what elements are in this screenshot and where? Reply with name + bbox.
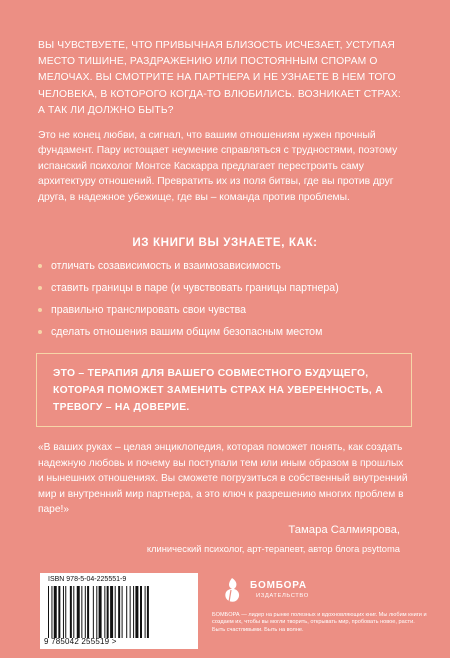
bullet-icon [38,330,42,334]
bullet-icon [38,286,42,290]
body-paragraph: Это не конец любви, а сигнал, что вашим отношениям нужен прочный фундамент. Пару истощает неумение справляться с трудностями, поэтому испанский психолог Монтсе Каскарра предлагает перестроить саму архитектуру отношений. Превратить их из поля битвы, где вы против друг друга, в надежное убежище, где вы – команда против проблемы. [38,130,398,203]
review-quote: «В ваших руках – целая энциклопедия, которая поможет понять, как создать надежную любовь и почему вы поступали тем или иным образом в прошлых и нынешних отношениях. Вы сможете погрузиться в собственный внутренний мир и внутренний мир партнера, а это ключ к разрешению многих проблем в паре!» [38,442,408,516]
publisher-description: БОМБОРА — лидер на рынке полезных и вдохновляющих книг. Мы любим книги и создаем их, чтобы вы могли творить, открывать мир, пробовать новое, расти. Быть счастливыми. Быть на волне. [212,612,427,633]
bombora-logo-icon [218,575,248,605]
list-item-text: ставить границы в паре (и чувствовать границы партнера) [51,282,339,294]
quote-author-role: клинический психолог, арт-терапевт, автор блога psyttoma [146,543,400,554]
list-item-text: отличать созависимость и взаимозависимость [51,260,281,272]
barcode-bars [48,586,194,638]
learn-heading: ИЗ КНИГИ ВЫ УЗНАЕТЕ, КАК: [132,236,318,249]
list-item-text: сделать отношения вашим общим безопасным местом [51,326,323,338]
barcode [40,573,198,649]
isbn-text: ISBN 978-5-04-225551-9 [48,576,127,583]
publisher-name: БОМБОРА [250,580,307,591]
list-item [38,302,418,324]
bullet-icon [38,308,42,312]
highlight-box [36,353,412,427]
list-item-text: правильно транслировать свои чувства [51,304,247,316]
bullet-icon [38,264,42,268]
benefits-list [38,258,418,346]
list-item [38,258,418,280]
list-item [38,324,418,346]
publisher-subtitle: ИЗДАТЕЛЬСТВО [256,593,309,599]
lead-paragraph: ВЫ ЧУВСТВУЕТЕ, ЧТО ПРИВЫЧНАЯ БЛИЗОСТЬ ИСЧЕЗАЕТ, УСТУПАЯ МЕСТО ТИШИНЕ, РАЗДРАЖЕНИЮ ИЛИ ПОСТОЯННЫМ СПОРАМ О МЕЛОЧАХ. ВЫ СМОТРИТЕ НА ПАРТНЕРА И НЕ УЗНАЕТЕ В НЕМ ТОГО ЧЕЛОВЕКА, В КОТОРОГО КОГДА-ТО ВЛЮБИЛИСЬ. ВОЗНИКАЕТ СТРАХ: А ТАК ЛИ ДОЛЖНО БЫТЬ? [38,40,401,116]
quote-author: Тамара Салмиярова, [288,524,400,536]
barcode-digits: 9 785042 255519 > [44,637,117,646]
list-item [38,280,418,302]
highlight-text: ЭТО – ТЕРАПИЯ ДЛЯ ВАШЕГО СОВМЕСТНОГО БУДУЩЕГО, КОТОРАЯ ПОМОЖЕТ ЗАМЕНИТЬ СТРАХ НА УВЕРЕННОСТЬ, А ТРЕВОГУ – НА ДОВЕРИЕ. [53,368,383,413]
